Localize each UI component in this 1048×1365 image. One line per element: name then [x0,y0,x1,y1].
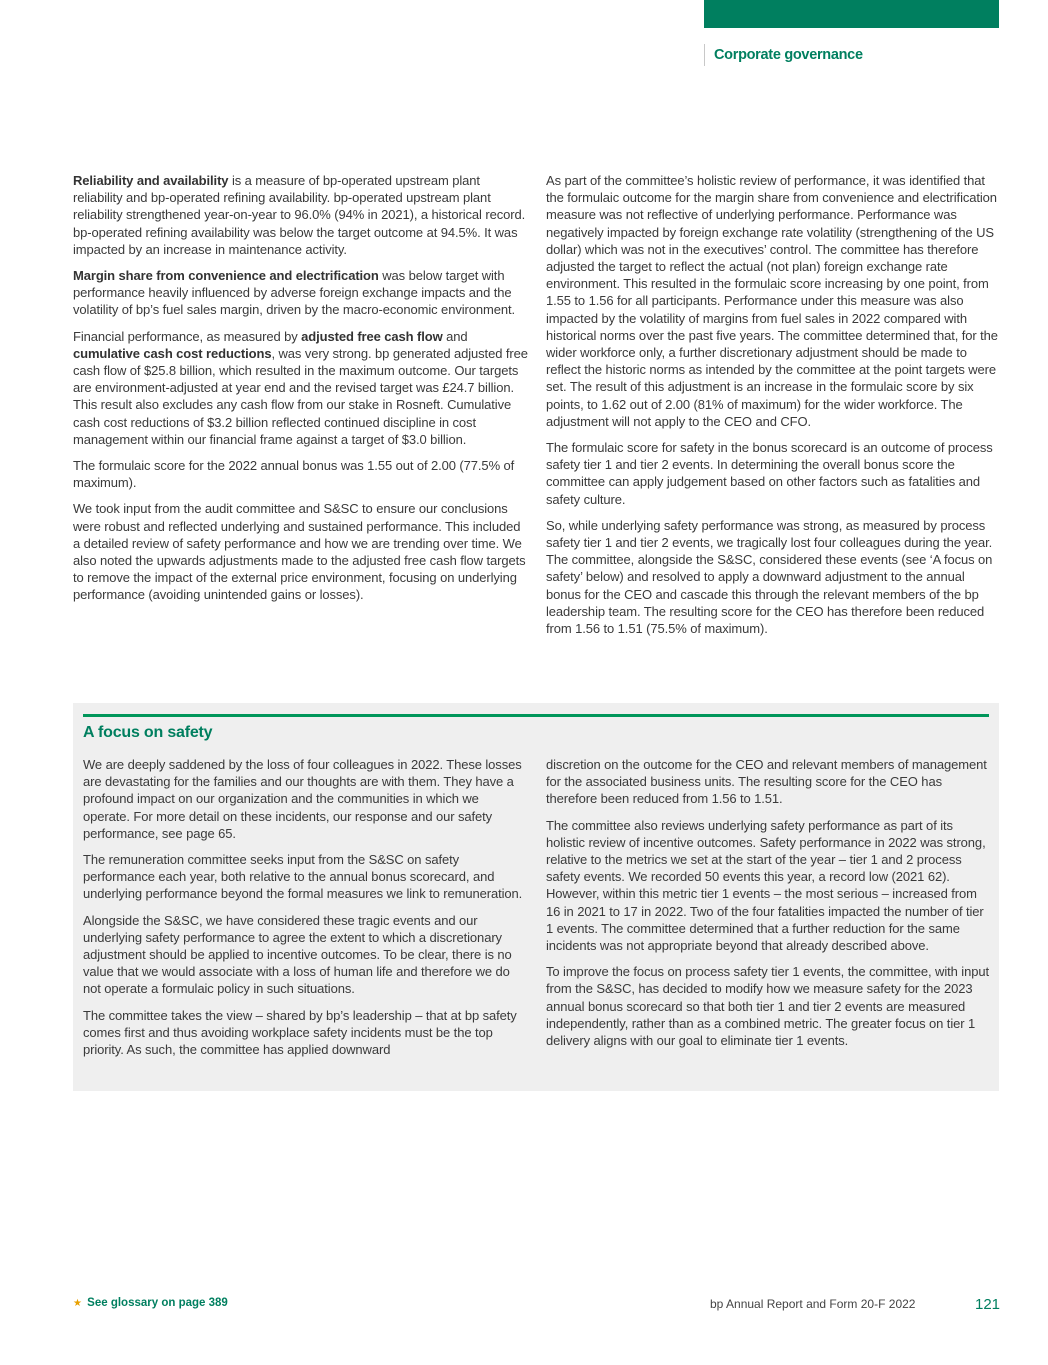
star-icon: ★ [73,1298,82,1309]
box-paragraph: The committee also reviews underlying safety performance as part of its holistic review of incentive outcomes. Safety performance in 2022 was strong, relative to the metrics we set at the start of the year – tier 1 and 2 process safety events. We recorded 50 events this year, a record low (2021 62). However, within this metric tier 1 events – the most serious – increased from 16 in 2021 to 17 in 2022. Two of the four fatalities impacted the number of tier 1 events. The committee determined that a further reduction for the same incidents was not appropriate beyond that already described above. [546,817,986,954]
text: was below target with performance heavily influenced by adverse foreign exchange impacts and the volatility of bp’s fuel sales margin, driven by the macro-economic environment. [73,268,516,318]
box-paragraph: discretion on the outcome for the CEO and relevant members of management for the associated business units. The resulting score for the CEO has therefore been reduced from 1.56 to 1.51. [546,757,987,807]
glossary-label: See glossary on page 389 [87,1297,228,1309]
box-paragraph: To improve the focus on process safety tier 1 events, the committee, with input from the S&SC, has decided to modify how we measure safety for the 2023 annual bonus scorecard so that both tier 1 and tier 2 events are measured independently, rather than as a combined metric. The greater focus on tier 1 delivery aligns with our goal to eliminate tier 1 events. [546,964,989,1049]
box-divider [83,714,989,717]
box-paragraph: Alongside the S&SC, we have considered these tragic events and our underlying safety performance to agree the extent to which a discretionary adjustment should be applied to incentive outcomes. To be clear, there is no value that we would associate with a loss of human life and therefore we do not operate a formulaic policy in such situations. [83,912,512,997]
page-number: 121 [975,1296,1001,1313]
term-reliability: Reliability and availability [73,173,229,188]
text: and [442,328,468,344]
box-title: A focus on safety [83,724,213,741]
box-paragraph: The committee takes the view – shared by bp’s leadership – that at bp safety comes first and thus avoiding workplace safety incidents must be the top priority. As such, the committee has applied downward [83,1007,517,1058]
right-column [546,172,1002,646]
paragraph-margin-share [73,267,528,319]
box-left-column [83,756,528,1067]
term-margin-share: Margin share from convenience and electrification [73,268,379,284]
text: , was very strong. bp generated adjusted free cash flow of $25.8 billion, which resulted in the maximum outcome. Our targets are environment-adjusted at year end and the revised target was £24.7 billion. This result also excludes any cash flow from our stake in Rosneft. Cumulative cash cost reductions of $3.2 billion reflected continued discipline in cost management within our financial frame against a target of $3.0 billion. [73,345,528,447]
paragraph-financial [73,328,528,448]
glossary-link[interactable] [73,1297,228,1309]
paragraph-downward-adjustment: So, while underlying safety performance was strong, as measured by process safety tier 1 and tier 2 events, we tragically lost four colleagues during the year. The committee, alongside the S&SC, considered these events (see ‘A focus on safety’ below) and resolved to apply a downward adjustment to the annual bonus for the CEO and cascade this through the relevant members of the bp leadership team. The resulting score for the CEO has therefore been reduced from 1.56 to 1.51 (75.5% of maximum). [546,517,993,637]
header-accent-bar [704,0,999,28]
paragraph-safety-score: The formulaic score for safety in the bonus scorecard is an outcome of process safety tier 1 and tier 2 events. In determining the overall bonus score the committee can apply judgement based on other factors such as fatalities and safety culture. [546,440,993,507]
paragraph-holistic-review: As part of the committee’s holistic review of performance, it was identified that the formulaic outcome for the margin share from convenience and electrification measure was not reflective of underlying performance. Performance was negatively impacted by foreign exchange rate volatility (strengthening of the US dollar) which was not in the executives’ control. The committee has therefore adjusted the target to reflect the actual (not plan) foreign exchange rate environment. This resulted in the formulaic score increasing by one point, from 1.55 to 1.56 for all participants. Performance under this measure was also impacted by the volatility of margins from fuel sales in 2022 compared with historical norms over the past five years. The committee determined that, for the wider workforce only, a further discretionary adjustment should be made to reflect the historic norms as intended by the committee at the point targets were set. The result of this adjustment is an increase in the formulaic score by six points, to 1.62 out of 2.00 (81% of maximum) for the wider workforce. The adjustment will not apply to the CEO and CFO. [546,173,998,429]
box-paragraph: We are deeply saddened by the loss of four colleagues in 2022. These losses are devastating for the families and our thoughts are with them. They have a profound impact on our organization and the communities in which we operate. For more detail on these incidents, our response and our safety performance, see page 65. [83,757,522,841]
term-free-cash-flow: adjusted free cash flow [301,328,443,344]
paragraph-formulaic-score: The formulaic score for the 2022 annual bonus was 1.55 out of 2.00 (77.5% of maximum). [73,458,515,491]
report-title: bp Annual Report and Form 20-F 2022 [710,1297,916,1311]
term-cash-cost-reductions: cumulative cash cost reductions [73,345,272,361]
box-right-column [546,756,991,1058]
safety-focus-box [73,703,999,1091]
section-title: Corporate governance [714,47,863,63]
section-header [704,44,863,66]
paragraph-audit-input: We took input from the audit committee and S&SC to ensure our conclusions were robust and reflected underlying and sustained performance. This included a detailed review of safety performance and how we are trending over time. We also noted the upwards adjustments made to the adjusted free cash flow targets to remove the impact of the external price environment, focusing on underlying performance (avoiding unintended gains or losses). [73,501,526,603]
paragraph-reliability [73,172,528,258]
text: is a measure of bp-operated upstream plant reliability and bp-operated refining availability. bp-operated upstream plant reliability strengthened year-on-year to 96.0% (94% in 2021), a historical record. bp-operated refining availability was below the target outcome at 94.5%. It was impacted by an increase in maintenance activity. [73,173,526,257]
text: Financial performance, as measured by [73,328,302,344]
left-column [73,172,528,613]
box-paragraph: The remuneration committee seeks input from the S&SC on safety performance each year, both relative to the annual bonus scorecard, and underlying performance beyond the formal measures we link to remuneration. [83,852,523,902]
